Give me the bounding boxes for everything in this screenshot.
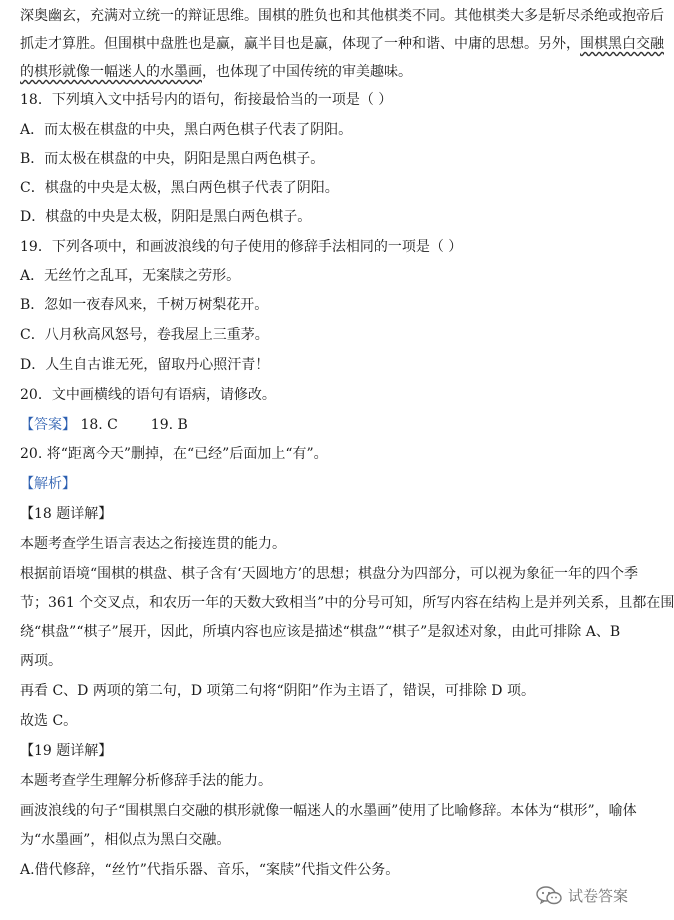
question-19-option-d: D．人生自古谁无死，留取丹心照汗青！ [20,357,270,373]
question-18-stem: 18．下列填入文中括号内的语句，衔接最恰当的一项是（ ） [20,92,393,108]
analysis-19-line: 本题考查学生理解分析修辞手法的能力。 [20,773,272,789]
analysis-18-heading: 【18 题详解】 [20,506,113,522]
analysis-18-line: 根据前语境“围棋的棋盘、棋子含有‘天圆地方’的思想；棋盘分为四部分，可以视为象征一年的四个季 [20,566,639,582]
question-19-option-b: B．忽如一夜春风来，千树万树梨花开。 [20,297,269,313]
analysis-19-line: 画波浪线的句子“围棋黑白交融的棋形就像一幅迷人的水墨画”使用了比喻修辞。本体为“棋形”，喻体 [20,803,637,819]
analysis-18-line: 节；361 个交叉点，和农历一年的天数大致相当”中的分号可知，所写内容在结构上是并列关系，且都在围 [20,595,674,611]
analysis-19-line: A.借代修辞，“丝竹”代指乐器、音乐，“案牍”代指文件公务。 [20,862,400,878]
wechat-icon [536,886,562,906]
question-18-option-d: D．棋盘的中央是太极，阴阳是黑白两色棋子。 [20,209,312,225]
analysis-18-line: 再看 C、D 两项的第二句，D 项第二句将“阴阳”作为主语了，错误，可排除 D 项。 [20,683,535,699]
question-18-option-b: B．而太极在棋盘的中央，阴阳是黑白两色棋子。 [20,151,325,167]
answer-19: 19. B [150,417,188,433]
passage-text: ，也体现了中国传统的审美趣味。 [202,64,412,80]
wavy-underlined-text: 的棋形就像一幅迷人的水墨画 [20,64,202,80]
question-18-option-c: C．棋盘的中央是太极，黑白两色棋子代表了阴阳。 [20,180,339,196]
analysis-19-heading: 【19 题详解】 [20,743,113,759]
question-19-option-c: C．八月秋高风怒号，卷我屋上三重茅。 [20,327,269,343]
question-19-option-a: A．无丝竹之乱耳，无案牍之劳形。 [20,268,241,284]
passage-text: 抓走才算胜。但围棋中盘胜也是赢，赢半目也是赢，体现了一种和谐、中庸的思想。另外， [20,36,580,52]
analysis-18-line: 绕“棋盘”“棋子”展开，因此，所填内容也应该是描述“棋盘”“棋子”是叙述对象，由此可排除 A、B [20,624,621,640]
passage-line-2 [20,34,664,54]
question-19-stem: 19．下列各项中，和画波浪线的句子使用的修辞手法相同的一项是（ ） [20,239,463,255]
wavy-underlined-text: 围棋黑白交融 [580,36,664,52]
passage-line-3 [20,62,630,82]
analysis-19-line: 为“水墨画”，相似点为黑白交融。 [20,832,231,848]
answer-18: 18. C [80,417,118,433]
analysis-18-line: 故选 C。 [20,713,78,729]
passage-text: 深奥幽玄，充满对立统一的辩证思维。围棋的胜负也和其他棋类不同。其他棋类大多是斩尽杀绝或抱帝后 [20,8,664,24]
answer-20: 20. 将“距离今天”删掉，在“已经”后面加上“有”。 [20,446,328,462]
analysis-18-line: 两项。 [20,653,62,669]
answer-tag: 【答案】 [20,417,76,433]
question-20-stem: 20．文中画横线的语句有语病，请修改。 [20,387,276,403]
passage-line-1 [20,6,664,26]
answer-line [20,415,630,435]
analysis-tag: 【解析】 [20,476,76,492]
analysis-18-line: 本题考查学生语言表达之衔接连贯的能力。 [20,536,286,552]
watermark-text: 试卷答案 [567,887,628,905]
watermark [536,885,628,906]
question-18-option-a: A．而太极在棋盘的中央，黑白两色棋子代表了阴阳。 [20,122,353,138]
